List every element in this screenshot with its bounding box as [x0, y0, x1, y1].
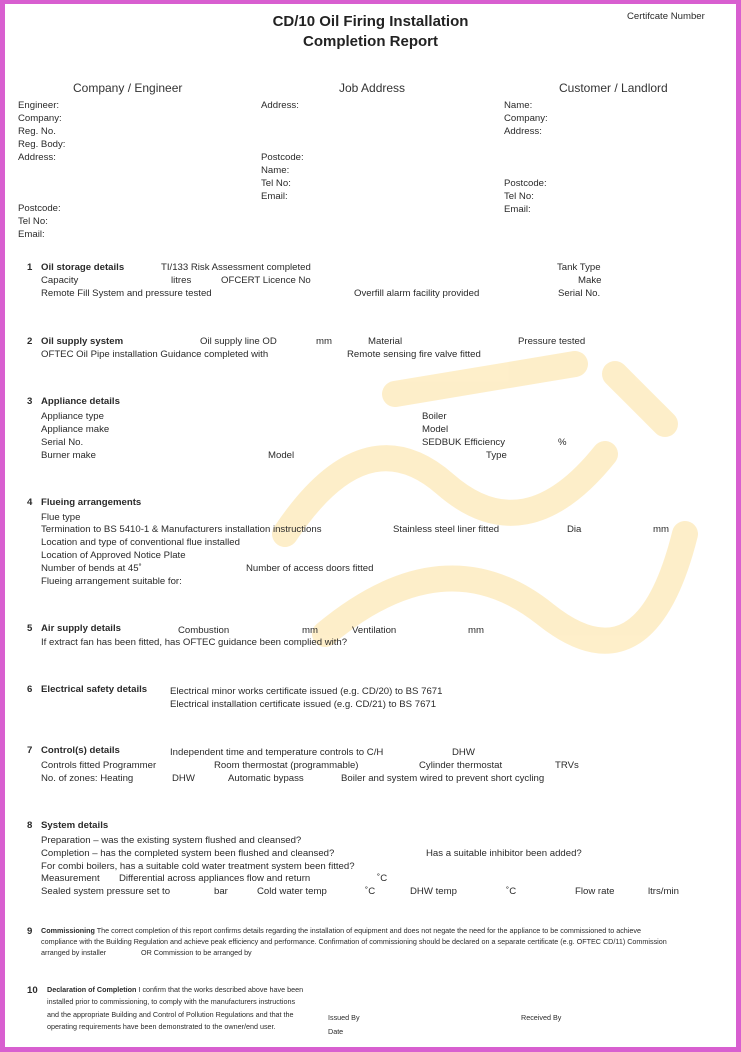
reg-body-label: Reg. Body: [18, 139, 66, 150]
burner-type-label: Type [486, 450, 507, 461]
company-engineer-heading: Company / Engineer [73, 81, 183, 95]
sedbuk-label: SEDBUK Efficiency [422, 437, 505, 448]
sealed-pressure-label: Sealed system pressure set to [41, 886, 171, 897]
overfill-label: Overfill alarm facility provided [354, 288, 480, 299]
differential-unit-label: ˚C [377, 873, 388, 884]
make-label: Make [578, 275, 602, 286]
zones-dhw-label: DHW [172, 773, 195, 784]
dhw-temp-unit-label: ˚C [506, 886, 517, 897]
short-cycling-label: Boiler and system wired to prevent short cycling [341, 773, 545, 784]
tel-no-label: Tel No: [18, 216, 48, 227]
section-5-title: Air supply details [41, 623, 121, 634]
section-7-title: Control(s) details [41, 745, 120, 756]
declaration-line-1 [47, 984, 303, 995]
combustion-mm-label: mm [302, 625, 318, 636]
flue-suitable-label: Flueing arrangement suitable for: [41, 576, 182, 587]
extract-fan-label: If extract fan has been fitted, has OFTEC guidance been complied with? [41, 637, 348, 648]
declaration-line-2: installed prior to commissioning, to comply with the manufacturers instructions [47, 997, 296, 1006]
cold-water-label: Cold water temp [257, 886, 327, 897]
commissioning-line-3b: OR Commission to be arranged by [141, 948, 252, 957]
section-4-title: Flueing arrangements [41, 497, 142, 508]
controls-fitted-label: Controls fitted Programmer [41, 760, 157, 771]
engineer-label: Engineer: [18, 100, 60, 111]
job-postcode-label: Postcode: [261, 152, 304, 163]
liner-label: Stainless steel liner fitted [393, 524, 500, 535]
boiler-label: Boiler [422, 411, 447, 422]
certificate-sheet [5, 4, 736, 1047]
minor-works-label: Electrical minor works certificate issued (e.g. CD/20) to BS 7671 [170, 686, 443, 697]
appliance-serial-label: Serial No. [41, 437, 84, 448]
job-name-label: Name: [261, 165, 290, 176]
section-8-title: System details [41, 820, 109, 831]
termination-label: Termination to BS 5410-1 & Manufacturers installation instructions [41, 524, 322, 535]
supply-od-label: Oil supply line OD [200, 336, 277, 347]
customer-tel-label: Tel No: [504, 191, 534, 202]
customer-name-label: Name: [504, 100, 533, 111]
cold-water-unit-label: ˚C [365, 886, 376, 897]
room-thermostat-label: Room thermostat (programmable) [214, 760, 359, 771]
commissioning-line-1 [41, 925, 641, 936]
section-7-number: 7 [27, 745, 33, 756]
ltrs-min-label: ltrs/min [648, 886, 679, 897]
serial-no-label: Serial No. [558, 288, 601, 299]
risk-assessment-label: TI/133 Risk Assessment completed [161, 262, 311, 273]
customer-landlord-heading: Customer / Landlord [559, 81, 668, 95]
tank-type-label: Tank Type [557, 262, 601, 273]
section-1-number: 1 [27, 262, 33, 273]
declaration-line-4: operating requirements have been demonstrated to the owner/end user. [47, 1022, 276, 1031]
differential-label: Differential across appliances flow and return [119, 873, 311, 884]
job-address-heading: Job Address [339, 81, 406, 95]
dia-mm-label: mm [653, 524, 669, 535]
appliance-make-label: Appliance make [41, 424, 110, 435]
section-5-number: 5 [27, 623, 33, 634]
capacity-label: Capacity [41, 275, 79, 286]
access-doors-label: Number of access doors fitted [246, 563, 374, 574]
company-label: Company: [18, 113, 62, 124]
section-8-number: 8 [27, 820, 33, 831]
section-9-number: 9 [27, 926, 33, 937]
title-line-1: CD/10 Oil Firing Installation [272, 13, 469, 30]
job-tel-label: Tel No: [261, 178, 291, 189]
appliance-type-label: Appliance type [41, 411, 104, 422]
customer-postcode-label: Postcode: [504, 178, 547, 189]
dhw-temp-label: DHW temp [410, 886, 457, 897]
remote-valve-label: Remote sensing fire valve fitted [347, 349, 481, 360]
reg-no-label: Reg. No. [18, 126, 56, 137]
conventional-flue-label: Location and type of conventional flue installed [41, 537, 240, 548]
customer-email-label: Email: [504, 204, 531, 215]
section-10-number: 10 [27, 985, 38, 996]
trvs-label: TRVs [555, 760, 579, 771]
issued-by-label: Issued By [328, 1013, 360, 1022]
flow-rate-label: Flow rate [575, 886, 615, 897]
declaration-title: Declaration of Completion [47, 985, 137, 994]
job-address-label: Address: [261, 100, 299, 111]
independent-controls-label: Independent time and temperature controls to C/H [170, 747, 384, 758]
section-1-title: Oil storage details [41, 262, 125, 273]
burner-make-label: Burner make [41, 450, 96, 461]
declaration-line-3: and the appropriate Building and Control of Pollution Regulations and that the [47, 1010, 294, 1019]
commissioning-line-2: compliance with the Building Regulation and achieve peak efficiency and performance. Confirmation of commissioning should be declared on a separate certificate (e.g. OFTEC CD/11) Commission [41, 937, 667, 946]
controls-dhw-label: DHW [452, 747, 475, 758]
address-label: Address: [18, 152, 56, 163]
completion-flushed-label: Completion – has the completed system been flushed and cleansed? [41, 848, 335, 859]
customer-address-label: Address: [504, 126, 542, 137]
flue-type-label: Flue type [41, 512, 81, 523]
cylinder-thermostat-label: Cylinder thermostat [419, 760, 503, 771]
ventilation-mm-label: mm [468, 625, 484, 636]
supply-mm-label: mm [316, 336, 332, 347]
commissioning-text-1: The correct completion of this report confirms details regarding the installation of equipment and does not negate the need for the appliance to be commissioned to achieve [96, 926, 641, 935]
measurement-label: Measurement [41, 873, 100, 884]
ofcert-label: OFCERT Licence No [221, 275, 311, 286]
combustion-label: Combustion [178, 625, 230, 636]
pressure-tested-label: Pressure tested [518, 336, 586, 347]
customer-company-label: Company: [504, 113, 548, 124]
inhibitor-label: Has a suitable inhibitor been added? [426, 848, 582, 859]
automatic-bypass-label: Automatic bypass [228, 773, 304, 784]
date-label: Date [328, 1027, 344, 1036]
remote-fill-label: Remote Fill System and pressure tested [41, 288, 212, 299]
section-4-number: 4 [27, 497, 33, 508]
section-6-number: 6 [27, 684, 33, 695]
combi-label: For combi boilers, has a suitable cold water treatment system been fitted? [41, 861, 355, 872]
ventilation-label: Ventilation [352, 625, 397, 636]
title-line-2: Completion Report [303, 33, 438, 50]
section-6-title: Electrical safety details [41, 684, 148, 695]
preparation-label: Preparation – was the existing system flushed and cleansed? [41, 835, 302, 846]
bends-label: Number of bends at 45˚ [41, 563, 142, 574]
received-by-label: Received By [521, 1013, 562, 1022]
burner-model-label: Model [268, 450, 295, 461]
percent-label: % [558, 437, 567, 448]
litres-label: litres [171, 275, 192, 286]
boiler-model-label: Model [422, 424, 449, 435]
email-label: Email: [18, 229, 45, 240]
certificate-number-label: Certifcate Number [627, 11, 705, 22]
postcode-label: Postcode: [18, 203, 61, 214]
commissioning-line-3a: arranged by installer [41, 948, 107, 957]
job-email-label: Email: [261, 191, 288, 202]
material-label: Material [368, 336, 403, 347]
section-3-title: Appliance details [41, 396, 120, 407]
declaration-text-1: I confirm that the works described above have been [138, 985, 304, 994]
zones-heating-label: No. of zones: Heating [41, 773, 134, 784]
installation-cert-label: Electrical installation certificate issued (e.g. CD/21) to BS 7671 [170, 699, 437, 710]
section-3-number: 3 [27, 396, 33, 407]
section-2-number: 2 [27, 336, 33, 347]
commissioning-title: Commissioning [41, 926, 95, 935]
dia-label: Dia [567, 524, 582, 535]
notice-plate-label: Location of Approved Notice Plate [41, 550, 186, 561]
bar-label: bar [214, 886, 228, 897]
pipe-guidance-label: OFTEC Oil Pipe installation Guidance completed with [41, 349, 269, 360]
section-2-title: Oil supply system [41, 336, 124, 347]
